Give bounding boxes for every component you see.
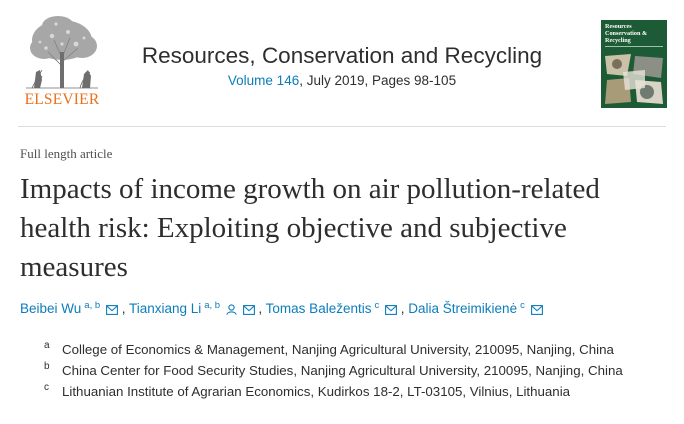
- author-link[interactable]: [129, 301, 258, 316]
- author-name: Beibei Wu: [20, 301, 82, 316]
- affiliation-label: b: [44, 361, 50, 372]
- author-list: [20, 300, 543, 316]
- author-separator: ,: [121, 301, 129, 316]
- author-separator: ,: [258, 301, 266, 316]
- email-icon[interactable]: [106, 305, 118, 315]
- author-link[interactable]: [20, 301, 122, 316]
- email-icon[interactable]: [243, 305, 255, 315]
- author-link[interactable]: [266, 301, 401, 316]
- journal-cover[interactable]: [601, 20, 667, 108]
- elsevier-wordmark: ELSEVIER: [24, 91, 100, 108]
- issue-info: [110, 73, 574, 88]
- affiliation-text: College of Economics & Management, Nanjing Agricultural University, 210095, Nanjing, China: [62, 342, 614, 357]
- elsevier-logo[interactable]: [18, 14, 106, 114]
- author-affiliation-sup: a, b: [84, 300, 101, 311]
- journal-header: [110, 42, 574, 88]
- affiliation-text: China Center for Food Security Studies, Nanjing Agricultural University, 210095, Nanjing, China: [62, 363, 623, 378]
- volume-link[interactable]: Volume 146: [227, 73, 300, 88]
- header-divider: [18, 126, 666, 127]
- email-icon[interactable]: [385, 305, 397, 315]
- author-link[interactable]: [408, 301, 542, 316]
- article-title: Impacts of income growth on air pollution-related health risk: Exploiting objective and subjective measures: [20, 173, 600, 283]
- author-affiliation-sup: c: [374, 300, 380, 311]
- issue-details: , July 2019, Pages 98-105: [299, 73, 457, 88]
- article-type: Full length article: [20, 146, 113, 161]
- affiliation-text: Lithuanian Institute of Agrarian Economics, Kudirkos 18-2, LT-03105, Vilnius, Lithuania: [62, 384, 571, 399]
- author-name: Tomas Baležentis: [265, 301, 372, 316]
- author-name: Dalia Štreimikienė: [408, 301, 518, 316]
- author-separator: ,: [400, 301, 409, 316]
- journal-title[interactable]: Resources, Conservation and Recycling: [141, 43, 543, 68]
- elsevier-tree-icon: [18, 14, 106, 90]
- email-icon[interactable]: [531, 305, 543, 315]
- person-icon[interactable]: [226, 304, 237, 315]
- affiliation-label: c: [44, 382, 49, 393]
- author-name: Tianxiang Li: [128, 301, 202, 316]
- cover-title: Resources Conservation & Recycling: [605, 23, 648, 44]
- affiliation-label: a: [44, 340, 50, 351]
- author-affiliation-sup: c: [520, 300, 525, 311]
- cover-image: [601, 52, 667, 108]
- author-affiliation-sup: a, b: [204, 300, 221, 311]
